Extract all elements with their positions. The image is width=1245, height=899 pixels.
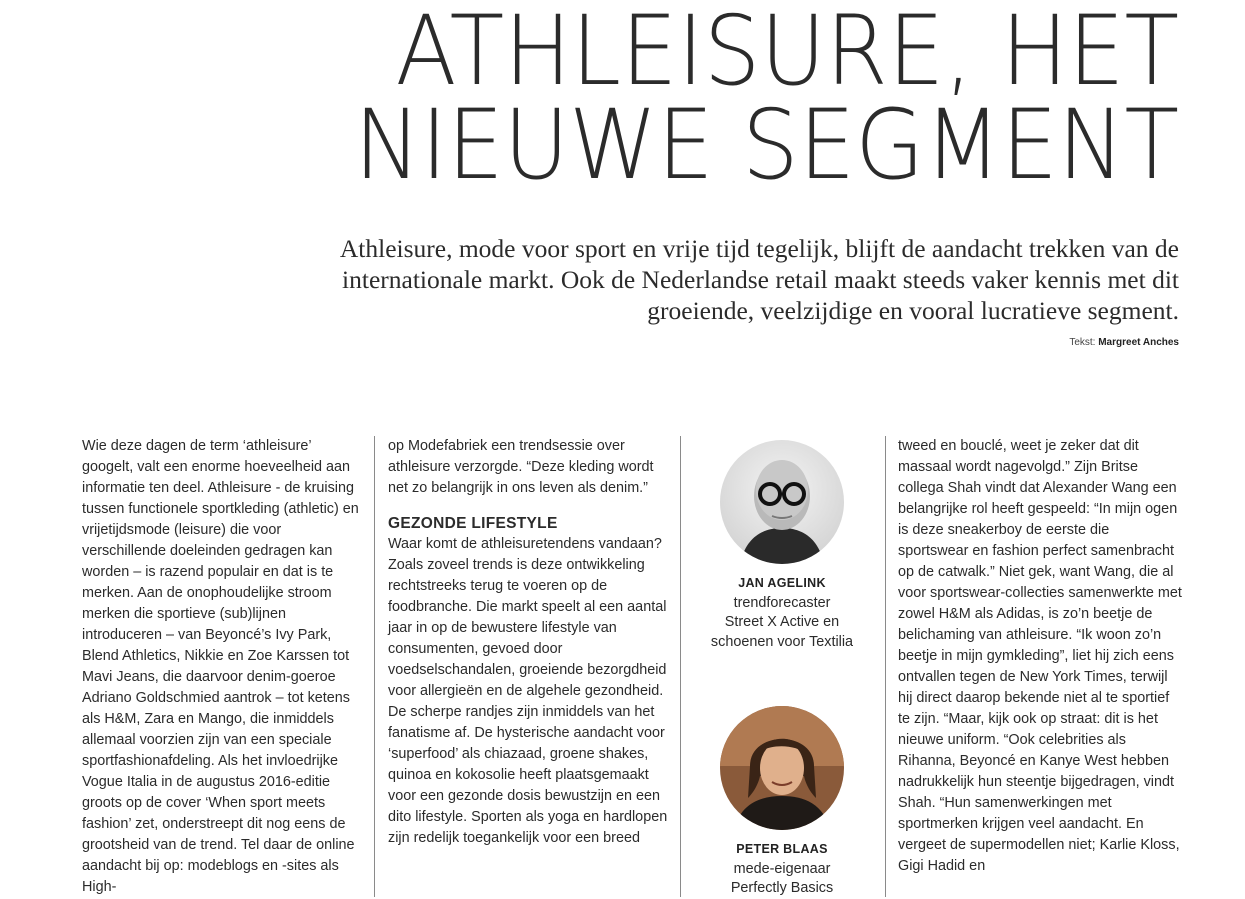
column-4-text: tweed en bouclé, weet je zeker dat dit massaal wordt nagevolgd.” Zijn Britse collega Shah vindt dat Alexander Wang een belangrijke rol heeft gespeeld: “In mijn ogen is deze sneakerboy de eerste die sportswear en fashion perfect samenbracht op de catwalk.” Niet gek, want Wang, die al voor sportswear-collecties samenwerkte met zowel H&M als Adidas, is zo’n beetje de belichaming van athleisure. “Ik woon zo’n beetje in mijn gymkleding”, liet hij zich eens ontvallen tegen de New York Times, terwijl hij direct daarop bekende niet al te sportief te zijn. “Maar, kijk ook op straat: dit is het nieuwe uniform. “Ook celebrities als Rihanna, Beyoncé en Kanye West hebben nadrukkelijk hun steentje bijgedragen, vindt Shah. “Hun samenwerkingen met sportmerken krijgen veel aandacht. En vergeet de supermodellen niet; Karlie Kloss, Gigi Hadid en	[898, 438, 1182, 874]
article-intro: Athleisure, mode voor sport en vrije tijd tegelijk, blijft de aandacht trekken van de internationale markt. Ook de Nederlandse retail maakt steeds vaker kennis met dit groeiende, veelzijdige en vooral lucratieve segment.	[339, 234, 1179, 325]
byline-label: Tekst:	[1069, 337, 1096, 348]
column-1-text: Wie deze dagen de term ‘athleisure’ googelt, valt een enorme hoeveelheid aan informatie ten deel. Athleisure - de kruising tussen functionele sportkleding (athletic) en vrijetijdsmode (leisure) die voor verschillende doeleinden gedragen kan worden – is razend populair en dat is te merken. Aan de onophoudelijke stroom merken die sportieve (sub)lijnen introduceren – van Beyoncé’s Ivy Park, Blend Athletics, Nikkie en Zoe Karssen tot Mavi Jeans, die daarvoor denim-goeroe Adriano Goldschmied aantrok – tot ketens als H&M, Zara en Mango, die inmiddels allemaal voorzien zijn van een speciale sportfashionafdeling. Als het invloedrijke Vogue Italia in de augustus 2016-editie groots op de cover ‘When sport meets fashion’ zet, onderstreept dit nog eens de grootsheid van de trend. Tel daar de online aandacht bij op: modeblogs en -sites als High-	[82, 438, 359, 895]
person-role: mede-eigenaar	[733, 860, 831, 877]
byline-author: Margreet Anches	[1098, 337, 1179, 348]
section-heading: GEZONDE LIFESTYLE	[388, 515, 558, 532]
byline	[1069, 337, 1179, 348]
person-name: PETER BLAAS	[736, 842, 828, 856]
profile-jan-agelink	[694, 440, 870, 652]
column-2	[388, 436, 670, 849]
person-role: Perfectly Basics	[730, 880, 834, 896]
column-divider	[885, 436, 886, 897]
column-4	[898, 436, 1182, 877]
title-line-1: ATHLEISURE, HET	[395, 0, 1179, 107]
person-role: schoenen voor Textilia	[710, 633, 854, 650]
column-2-paragraph: op Modefabriek een trendsessie over athleisure verzorgde. “Deze kleding wordt net zo belangrijk in ons leven als denim.”	[388, 438, 654, 496]
avatar	[720, 706, 844, 830]
column-1	[82, 436, 364, 898]
title-line-2: NIEUWE SEGMENT	[354, 89, 1179, 201]
column-divider	[680, 436, 681, 897]
column-divider	[374, 436, 375, 897]
profile-peter-blaas	[694, 706, 870, 899]
person-role: trendforecaster	[733, 594, 831, 611]
person-name: JAN AGELINK	[738, 576, 826, 590]
column-2-paragraph: Waar komt de athleisuretendens vandaan? Zoals zoveel trends is deze ontwikkeling rechtstreeks terug te voeren op de foodbranche. Die markt speelt al een aantal jaar in op de bewustere lifestyle van consumenten, gevoed door voedselschandalen, groeiende bezorgdheid voor allergieën en de algehele gezondheid. De scherpe randjes zijn inmiddels van het fanatisme af. De hysterische aandacht voor ‘superfood’ als chiazaad, groene shakes, quinoa en kokosolie heeft plaatsgemaakt voor een gezonde dosis bewustzijn en een dito lifestyle. Sporten als yoga en hardlopen zijn redelijk toegankelijk voor een breed	[388, 536, 668, 846]
avatar	[720, 440, 844, 564]
article-title	[354, 0, 1179, 201]
person-role: Street X Active en	[724, 614, 840, 630]
